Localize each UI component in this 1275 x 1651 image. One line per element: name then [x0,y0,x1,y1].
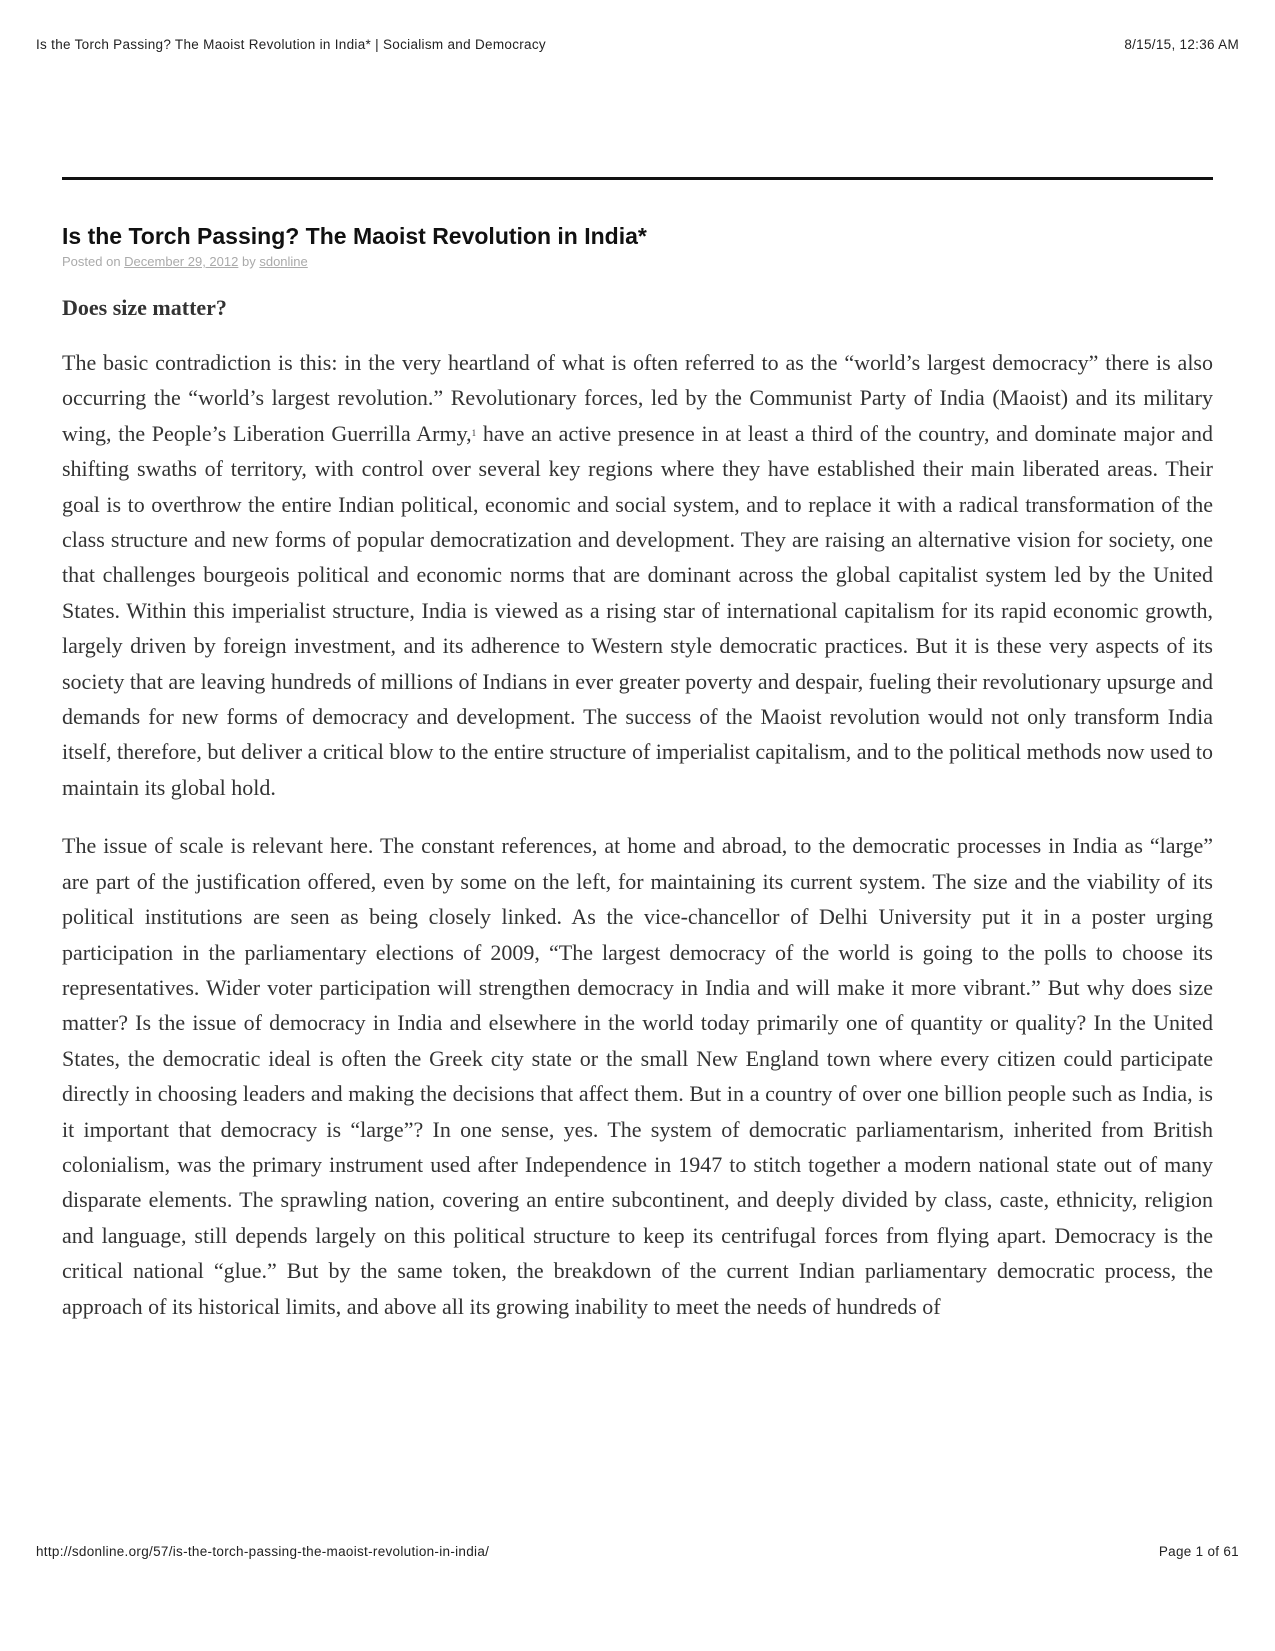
entry-meta [62,253,1213,271]
article-title: Is the Torch Passing? The Maoist Revolution in India* [62,223,647,249]
header-divider [62,177,1213,180]
section-heading: Does size matter? [62,295,227,320]
paragraph-1 [62,345,1213,805]
print-header-datetime: 8/15/15, 12:36 AM [1124,37,1239,52]
print-header-title: Is the Torch Passing? The Maoist Revolution in India* | Socialism and Democracy [36,37,546,52]
print-footer-url: http://sdonline.org/57/is-the-torch-passing-the-maoist-revolution-in-india/ [36,1544,490,1559]
paragraph-2: The issue of scale is relevant here. The constant references, at home and abroad, to the democratic processes in India as “large” are part of the justification offered, even by some on the left, for maintaining its current system. The size and the viability of its political institutions are seen as being closely linked. As the vice-chancellor of Delhi University put it in a poster urging participation in the parliamentary elections of 2009, “The largest democracy of the world is going to the polls to choose its representatives. Wider voter participation will strengthen democracy in India and will make it more vibrant.” But why does size matter? Is the issue of democracy in India and elsewhere in the world today primarily one of quantity or quality? In the United States, the democratic ideal is often the Greek city state or the small New England town where every citizen could participate directly in choosing leaders and making the decisions that affect them. But in a country of over one billion people such as India, is it important that democracy is “large”? In one sense, yes. The system of democratic parliamentarism, inherited from British colonialism, was the primary instrument used after Independence in 1947 to stitch together a modern national state out of many disparate elements. The sprawling nation, covering an entire subcontinent, and deeply divided by class, caste, ethnicity, religion and language, still depends largely on this political structure to keep its centrifugal forces from flying apart. Democracy is the critical national “glue.” But by the same token, the breakdown of the current Indian parliamentary democratic process, the approach of its historical limits, and above all its growing inability to meet the needs of hundreds of [62,833,1213,1319]
paragraph-1-text-a: The basic contradiction is this: in the very heartland of what is often referred to as the “world’s largest democracy” there is also occurring the “world’s largest revolution.” Revolutionary forces, led by the Communist Party of India (Maoist) and its military wing, the People’s Liberation Guerrilla Army, [62,350,1213,446]
footnote-ref-1[interactable]: 1 [471,427,477,438]
print-header [36,37,1239,52]
posted-on-label: Posted on [62,254,121,269]
post-date-link[interactable]: December 29, 2012 [124,254,239,269]
paragraph-1-text-b: have an active presence in at least a third of the country, and dominate major and shifting swaths of territory, with control over several key regions where they have established their main liberated areas. Their goal is to overthrow the entire Indian political, economic and social system, and to replace it with a radical transformation of the class structure and new forms of popular democratization and development. They are raising an alternative vision for society, one that challenges bourgeois political and economic norms that are dominant across the global capitalist system led by the United States. Within this imperialist structure, India is viewed as a rising star of international capitalism for its rapid economic growth, largely driven by foreign investment, and its adherence to Western style democratic practices. But it is these very aspects of its society that are leaving hundreds of millions of Indians in ever greater poverty and despair, fueling their revolutionary upsurge and demands for new forms of democracy and development. The success of the Maoist revolution would not only transform India itself, therefore, but deliver a critical blow to the entire structure of imperialist capitalism, and to the political methods now used to maintain its global hold. [62,420,1213,800]
print-footer [36,1544,1239,1559]
article [62,221,1213,1324]
author-link[interactable]: sdonline [259,254,308,269]
print-footer-page: Page 1 of 61 [1158,1544,1239,1559]
by-label: by [241,254,256,269]
